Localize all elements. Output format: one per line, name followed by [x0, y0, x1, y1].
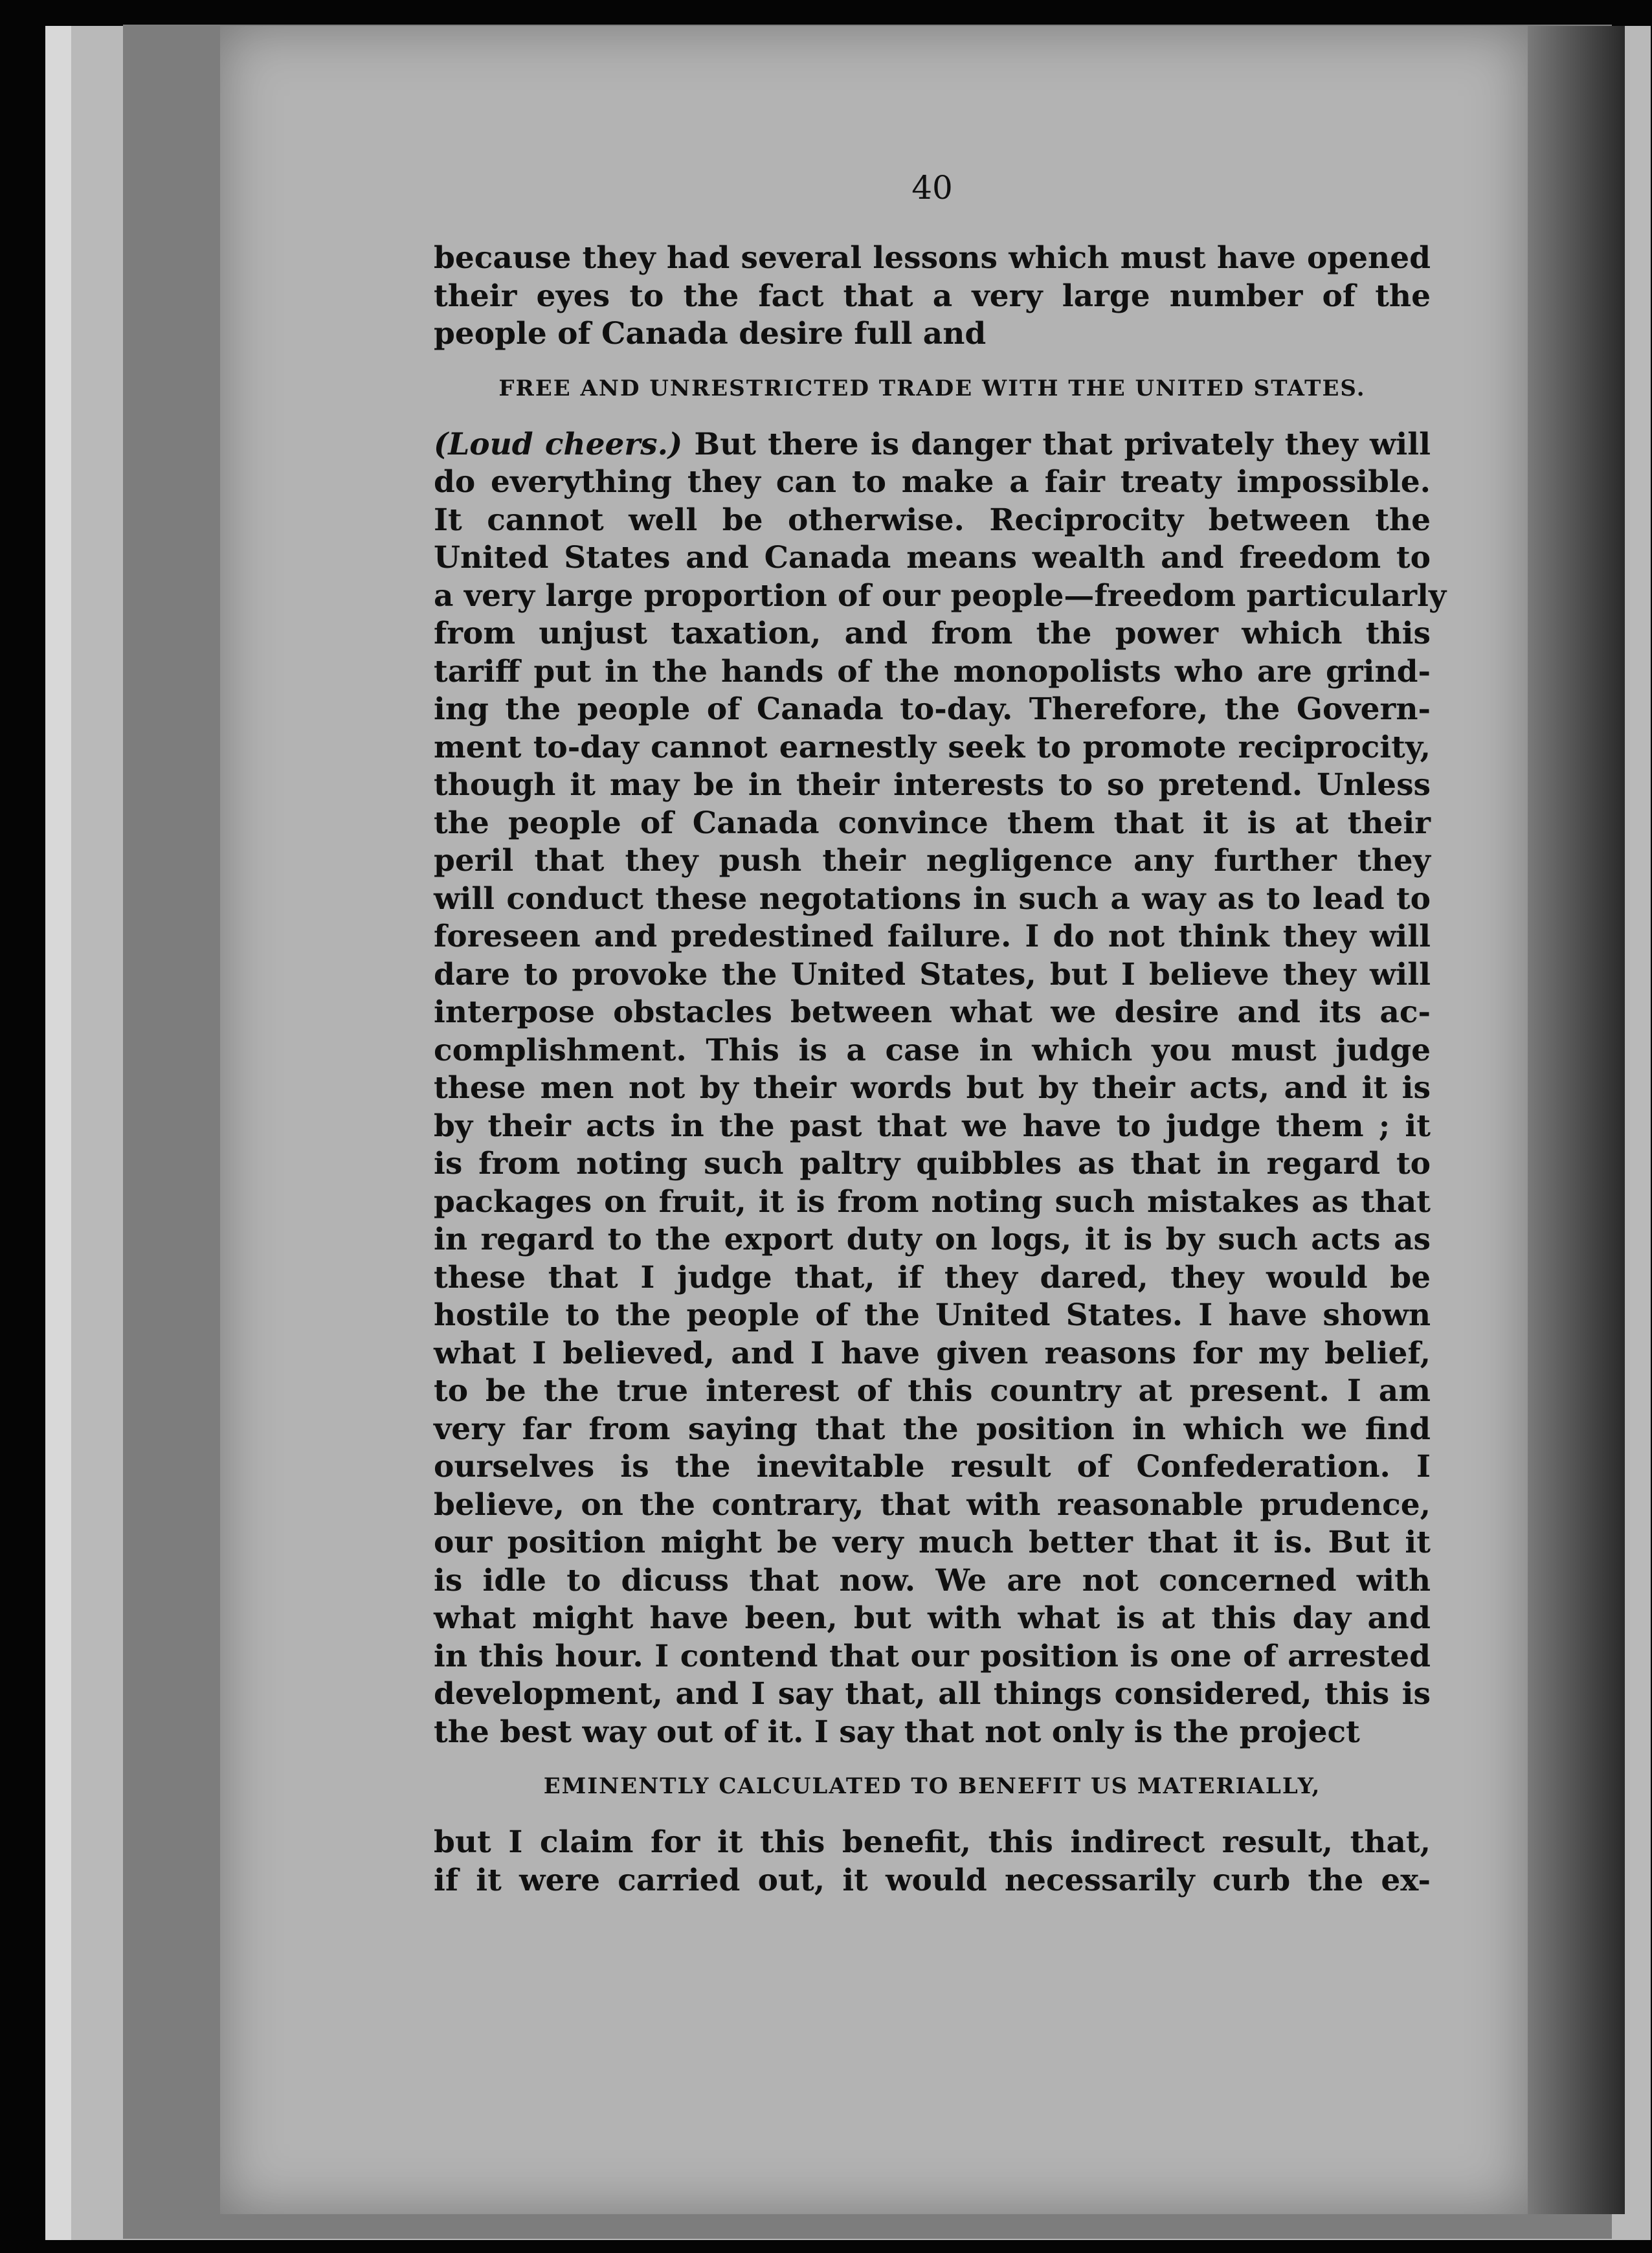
text-line: the people of Canada convince them that it is at their — [434, 805, 1431, 841]
text-line: because they had several lessons which must have opened — [434, 240, 1431, 276]
text-line: what might have been, but with what is at this day and — [434, 1600, 1431, 1636]
text-line: from unjust taxation, and from the power which this — [434, 616, 1431, 651]
text-line: people of Canada desire full and — [434, 316, 987, 352]
text-line: dare to provoke the United States, but I believe they will — [434, 956, 1431, 992]
text-line: is idle to dicuss that now. We are not concerned with — [434, 1562, 1431, 1598]
text-line: do everything they can to make a fair treaty impossible. — [434, 464, 1431, 500]
section-heading-1: FREE AND UNRESTRICTED TRADE WITH THE UNITED STATES. — [498, 375, 1366, 401]
text-line: these men not by their words but by their acts, and it is — [434, 1070, 1431, 1106]
paragraph-3 — [434, 1824, 1431, 1900]
text-line: peril that they push their negligence any further they — [434, 843, 1431, 879]
text-line: our position might be very much better that it is. But it — [434, 1525, 1431, 1560]
text-line: packages on fruit, it is from noting such mistakes as that — [434, 1183, 1431, 1220]
text-line: development, and I say that, all things considered, this is — [434, 1676, 1431, 1712]
text-line: will conduct these negotations in such a way as to lead to — [434, 880, 1431, 917]
text-line: by their acts in the past that we have to judge them ; it — [434, 1108, 1431, 1144]
text-line: hostile to the people of the United States. I have shown — [434, 1297, 1431, 1333]
text-line: their eyes to the fact that a very large number of the — [434, 278, 1431, 314]
page-content — [434, 168, 1447, 1900]
section-heading-2: EMINENTLY CALCULATED TO BENEFIT US MATERIALLY, — [543, 1773, 1321, 1799]
text-line: United States and Canada means wealth and freedom to — [434, 540, 1431, 576]
text-line — [434, 426, 1431, 464]
text-line: ment to-day cannot earnestly seek to promote reciprocity, — [434, 729, 1431, 765]
paragraph-2 — [434, 426, 1447, 1752]
text-line: a very large proportion of our people—freedom particularly — [434, 577, 1447, 614]
text-line: to be the true interest of this country at present. I am — [434, 1373, 1431, 1409]
text-line: very far from saying that the position in which we find — [434, 1411, 1431, 1447]
text-line: in this hour. I contend that our position is one of arrested — [434, 1638, 1431, 1674]
text-line: ourselves is the inevitable result of Confederation. I — [434, 1449, 1431, 1485]
page-number: 40 — [911, 169, 953, 207]
text-line: what I believed, and I have given reasons for my belief, — [434, 1335, 1431, 1371]
text-line: the best way out of it. I say that not only is the project — [434, 1714, 1360, 1750]
text-line: complishment. This is a case in which you must judge — [434, 1032, 1431, 1068]
text-line: these that I judge that, if they dared, they would be — [434, 1259, 1431, 1295]
text-line: but I claim for it this benefit, this indirect result, that, — [434, 1824, 1431, 1860]
text-line: if it were carried out, it would necessarily curb the ex- — [434, 1862, 1431, 1898]
text-line: foreseen and predestined failure. I do not think they will — [434, 919, 1431, 954]
binding-shadow — [1528, 26, 1625, 2214]
text-line: tariff put in the hands of the monopolists who are grind- — [434, 653, 1431, 689]
text-line: though it may be in their interests to so pretend. Unless — [434, 767, 1431, 803]
paragraph-1 — [434, 240, 1431, 353]
text-line: ing the people of Canada to-day. Therefore, the Govern- — [434, 691, 1431, 727]
text-line: interpose obstacles between what we desire and its ac- — [434, 994, 1431, 1030]
cheers-note: (Loud cheers.) — [434, 426, 683, 462]
text-line: It cannot well be otherwise. Reciprocity between the — [434, 502, 1431, 538]
text-line: in regard to the export duty on logs, it is by such acts as — [434, 1222, 1431, 1257]
text-line-rest: But there is danger that privately they will — [682, 426, 1431, 462]
text-line: believe, on the contrary, that with reasonable prudence, — [434, 1486, 1431, 1523]
text-line: is from noting such paltry quibbles as that in regard to — [434, 1146, 1431, 1182]
